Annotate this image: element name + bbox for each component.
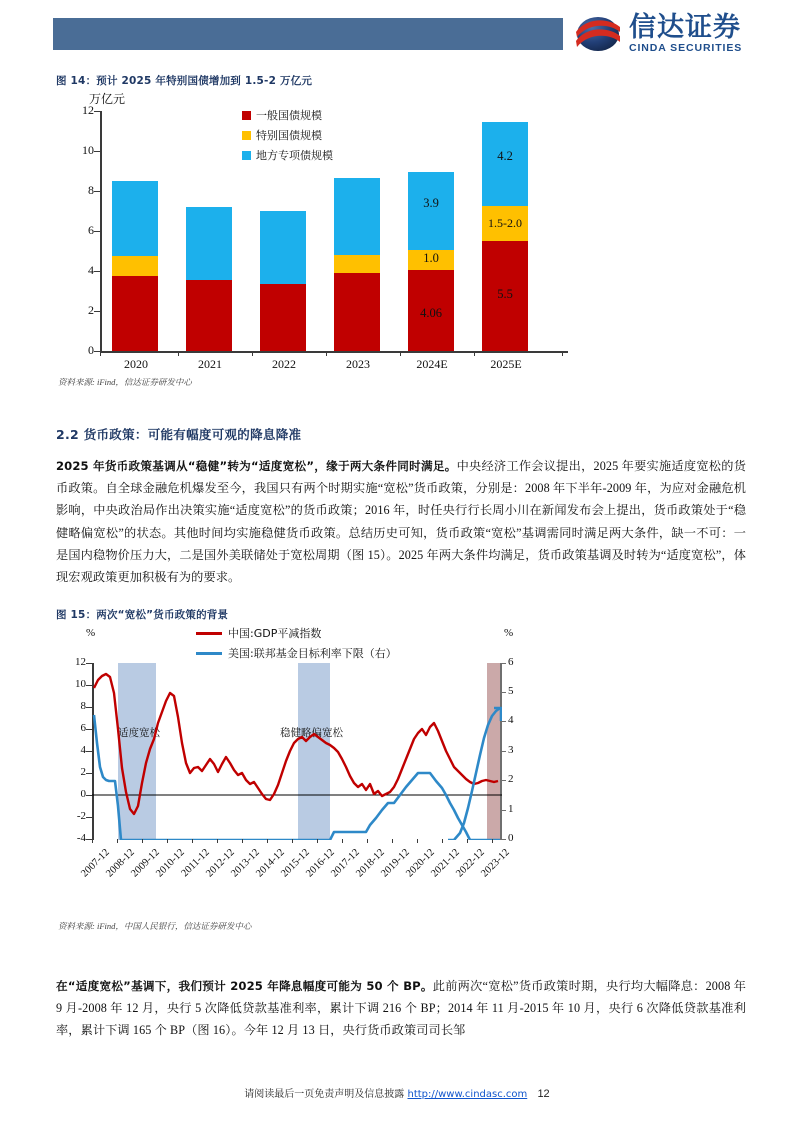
y-tick-mark bbox=[94, 231, 100, 232]
x-tick-label: 2022 bbox=[272, 357, 296, 371]
x-tick-label: 2015-12 bbox=[279, 847, 312, 880]
paragraph-1 bbox=[56, 455, 746, 588]
y-tick-label: 4 bbox=[508, 714, 514, 726]
x-tick-label: 2023 bbox=[346, 357, 370, 371]
figure-15-title: 图 15：两次“宽松”货币政策的背景 bbox=[56, 609, 229, 621]
x-tick-mark bbox=[562, 351, 563, 356]
band-label-easing: 适度宽松 bbox=[118, 727, 160, 739]
x-tick-mark bbox=[100, 351, 101, 356]
x-tick-mark bbox=[342, 839, 343, 843]
figure-14 bbox=[56, 73, 746, 393]
x-tick-mark bbox=[142, 839, 143, 843]
bar-segment-special bbox=[334, 255, 380, 273]
y-tick-label: 6 bbox=[508, 656, 514, 668]
y-tick-label: -2 bbox=[76, 810, 86, 822]
legend-line-icon bbox=[196, 632, 222, 635]
figure-14-plot bbox=[56, 91, 576, 373]
y-tick-mark bbox=[94, 271, 100, 272]
x-tick-label: 2020 bbox=[124, 357, 148, 371]
y-tick-mark bbox=[94, 191, 100, 192]
legend-label: 一般国债规模 bbox=[256, 109, 322, 122]
bar-segment-general bbox=[260, 284, 306, 351]
y-tick-label: 0 bbox=[80, 788, 86, 800]
y-tick-label: 8 bbox=[88, 183, 94, 197]
x-tick-label: 2008-12 bbox=[104, 847, 137, 880]
bar-segment-local bbox=[112, 181, 158, 256]
figure-15 bbox=[56, 607, 746, 931]
legend-line-icon bbox=[196, 652, 222, 655]
legend-swatch-icon bbox=[242, 151, 251, 160]
x-tick-label: 2016-12 bbox=[304, 847, 337, 880]
legend-item-gdp-deflator bbox=[196, 625, 321, 641]
legend-swatch-icon bbox=[242, 131, 251, 140]
x-tick-mark bbox=[292, 839, 293, 843]
y-tick-label: 3 bbox=[508, 744, 514, 756]
x-tick-label: 2022-12 bbox=[454, 847, 487, 880]
x-tick-label: 2017-12 bbox=[329, 847, 362, 880]
x-tick-label: 2023-12 bbox=[479, 847, 512, 880]
figure-15-left-unit: % bbox=[86, 627, 96, 639]
x-tick-label: 2009-12 bbox=[129, 847, 162, 880]
x-tick-mark bbox=[217, 839, 218, 843]
figure-15-source: 资料来源: iFind，中国人民银行，信达证券研发中心 bbox=[58, 921, 252, 931]
brand-name-en: CINDA SECURITIES bbox=[629, 42, 743, 55]
x-tick-mark bbox=[317, 839, 318, 843]
x-tick-mark bbox=[178, 351, 179, 356]
paragraph-2-lead: 在“适度宽松”基调下，我们预计 2025 年降息幅度可能为 50 个 BP。 bbox=[56, 979, 433, 993]
section-heading: 2.2 货币政策：可能有幅度可观的降息降准 bbox=[56, 427, 302, 442]
x-tick-label: 2014-12 bbox=[254, 847, 287, 880]
x-tick-mark bbox=[400, 351, 401, 356]
x-tick-mark bbox=[467, 839, 468, 843]
legend-label: 特别国债规模 bbox=[256, 129, 322, 142]
bar-segment-local bbox=[482, 122, 528, 206]
legend-item-local-special-bond bbox=[242, 147, 333, 163]
y-tick-label: 10 bbox=[82, 143, 94, 157]
bar-value-label: 1.5-2.0 bbox=[488, 216, 522, 230]
figure-14-y-axis bbox=[100, 111, 102, 353]
x-tick-label: 2011-12 bbox=[179, 847, 212, 880]
x-tick-mark bbox=[252, 351, 253, 356]
bar-value-label: 5.5 bbox=[497, 287, 513, 301]
figure-14-title: 图 14：预计 2025 年特别国债增加到 1.5-2 万亿元 bbox=[56, 75, 313, 87]
figure-15-right-unit: % bbox=[504, 627, 514, 639]
bar-segment-local bbox=[186, 207, 232, 279]
y-tick-label: 12 bbox=[82, 103, 94, 117]
page-number: 12 bbox=[537, 1088, 550, 1100]
y-tick-label: 0 bbox=[88, 343, 94, 357]
bar-value-label: 1.0 bbox=[423, 251, 439, 265]
y-tick-label: 0 bbox=[508, 832, 514, 844]
x-tick-label: 2021 bbox=[198, 357, 222, 371]
x-tick-label: 2007-12 bbox=[79, 847, 112, 880]
y-tick-label: 5 bbox=[508, 685, 514, 697]
x-tick-mark bbox=[192, 839, 193, 843]
bar-segment-general bbox=[334, 273, 380, 351]
y-tick-label: -4 bbox=[76, 832, 86, 844]
x-tick-mark bbox=[474, 351, 475, 356]
x-tick-mark bbox=[267, 839, 268, 843]
y-tick-label: 2 bbox=[508, 773, 514, 785]
y-tick-label: 6 bbox=[80, 722, 86, 734]
legend-item-fed-rate bbox=[196, 645, 397, 661]
bar-value-label: 4.2 bbox=[497, 149, 513, 163]
x-tick-label: 2021-12 bbox=[429, 847, 462, 880]
bar-value-label: 4.06 bbox=[420, 306, 442, 320]
y-tick-label: 12 bbox=[75, 656, 86, 668]
legend-label: 地方专项债规模 bbox=[256, 149, 333, 162]
footer-website-link[interactable]: http://www.cindasc.com bbox=[407, 1089, 528, 1100]
x-tick-mark bbox=[326, 351, 327, 356]
paragraph-2-body: 此前两次“宽松”货币政策时期，央行均大幅降息：2008 年 9 月-2008 年 12 月，央行 5 次降低贷款基准利率，累计下调 216 个 BP；2014 年 11 月-2015 年 10 月，央行 6 次降低贷款基准利率，累计下调 165 个 BP（图 16）。今年 12 月 13 日，央行货币政策司司长邹 bbox=[56, 979, 746, 1038]
x-tick-mark bbox=[92, 839, 93, 843]
company-logo bbox=[575, 10, 785, 58]
x-tick-label: 2010-12 bbox=[154, 847, 187, 880]
y-tick-label: 2 bbox=[80, 766, 86, 778]
x-tick-label: 2012-12 bbox=[204, 847, 237, 880]
x-tick-label: 2020-12 bbox=[404, 847, 437, 880]
paragraph-1-body: 中央经济工作会议提出，2025 年要实施适度宽松的货币政策。自全球金融危机爆发至今，我国只有两个时期实施“宽松”货币政策，分别是：2008 年下半年-2009 年，为应对金融危机影响，中央政治局作出决策实施“适度宽松”的货币政策；2016 年，时任央行行长周小川在新闻发布会上提出，货币政策处于“稳健略偏宽松”的状态。其他时间均实施稳健货币政策。总结历史可知，货币政策“宽松”基调需同时满足两大条件，缺一不可：一是国内稳物价压力大，二是国外美联储处于宽松周期（图 15）。2025 年两大条件均满足，货币政策基调及时转为“适度宽松”，体现宏观政策更加积极有为的要求。 bbox=[56, 459, 746, 585]
x-tick-mark bbox=[392, 839, 393, 843]
y-tick-label: 4 bbox=[88, 263, 94, 277]
x-tick-mark bbox=[117, 839, 118, 843]
y-tick-label: 4 bbox=[80, 744, 86, 756]
x-tick-mark bbox=[442, 839, 443, 843]
y-tick-mark bbox=[94, 311, 100, 312]
x-tick-label: 2018-12 bbox=[354, 847, 387, 880]
bar-value-label: 3.9 bbox=[423, 196, 439, 210]
x-tick-label: 2024E bbox=[416, 357, 448, 371]
figure-14-x-axis bbox=[100, 351, 568, 353]
figure-14-source: 资料来源: iFind，信达证券研发中心 bbox=[58, 377, 192, 387]
cinda-logo-icon bbox=[575, 11, 621, 57]
brand-name-cn: 信达证券 bbox=[629, 12, 741, 44]
figure-14-unit-label: 万亿元 bbox=[89, 92, 126, 106]
x-tick-mark bbox=[492, 839, 493, 843]
page-footer bbox=[0, 1085, 794, 1100]
paragraph-2 bbox=[56, 975, 746, 1042]
bar-segment-general bbox=[112, 276, 158, 351]
legend-label: 中国:GDP平减指数 bbox=[228, 627, 322, 640]
x-tick-mark bbox=[367, 839, 368, 843]
y-tick-label: 1 bbox=[508, 803, 514, 815]
bar-segment-special bbox=[112, 256, 158, 276]
legend-swatch-icon bbox=[242, 111, 251, 120]
legend-label: 美国:联邦基金目标利率下限（右） bbox=[228, 647, 397, 660]
y-tick-label: 8 bbox=[80, 700, 86, 712]
x-tick-mark bbox=[417, 839, 418, 843]
page-header bbox=[0, 0, 794, 62]
band-label-slightly-easing: 稳健略偏宽松 bbox=[280, 727, 343, 739]
footer-disclaimer: 请阅读最后一页免责声明及信息披露 bbox=[244, 1089, 405, 1100]
legend-item-special-bond bbox=[242, 127, 322, 143]
bar-segment-local bbox=[260, 211, 306, 284]
y-tick-mark bbox=[94, 151, 100, 152]
x-tick-label: 2025E bbox=[490, 357, 522, 371]
paragraph-1-lead: 2025 年货币政策基调从“稳健”转为“适度宽松”，缘于两大条件同时满足。 bbox=[56, 459, 457, 473]
header-band bbox=[53, 18, 563, 50]
x-tick-label: 2019-12 bbox=[379, 847, 412, 880]
bar-segment-general bbox=[186, 280, 232, 351]
y-tick-label: 2 bbox=[88, 303, 94, 317]
y-tick-mark bbox=[94, 111, 100, 112]
y-tick-label: 10 bbox=[75, 678, 86, 690]
bar-segment-local bbox=[334, 178, 380, 256]
figure-15-plot bbox=[56, 627, 616, 880]
y-tick-label: 6 bbox=[88, 223, 94, 237]
figure-15-series-canvas-top bbox=[92, 663, 502, 840]
legend-item-general-bond bbox=[242, 107, 322, 123]
x-tick-mark bbox=[167, 839, 168, 843]
x-tick-label: 2013-12 bbox=[229, 847, 262, 880]
x-tick-mark bbox=[242, 839, 243, 843]
